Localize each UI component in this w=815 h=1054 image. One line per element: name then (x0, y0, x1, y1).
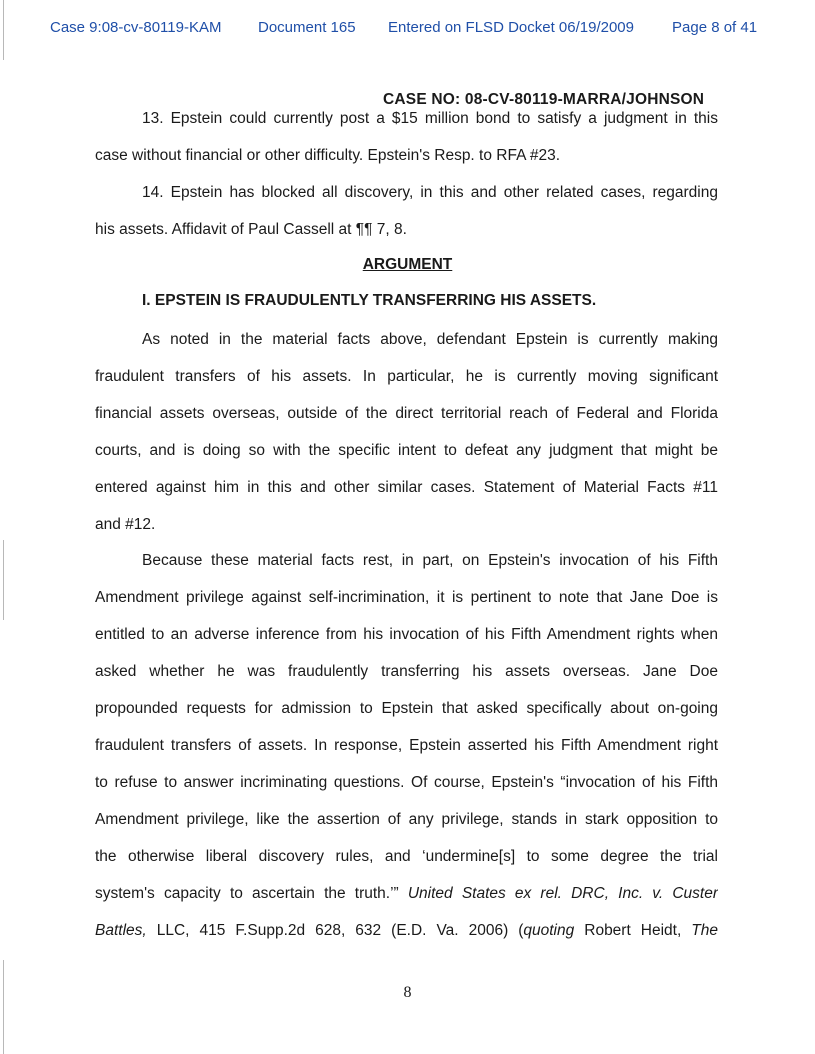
case-citation: United States ex rel. DRC, Inc. v. Custer (407, 885, 718, 902)
paragraph-adverse-inference (95, 542, 718, 949)
paragraph-line: fraudulent transfers of assets. In response, Epstein asserted his Fifth Amendment right (95, 737, 718, 754)
paragraph-line: case without financial or other difficulty. Epstein's Resp. to RFA #23. (95, 147, 561, 164)
header-document-number: Document 165 (258, 19, 356, 36)
paragraph-line (95, 912, 718, 949)
paragraph-line: entered against him in this and other similar cases. Statement of Material Facts #11 (95, 479, 718, 496)
paragraph-line: fraudulent transfers of his assets. In particular, he is currently moving significant (95, 368, 718, 385)
header-entered-date: Entered on FLSD Docket 06/19/2009 (388, 19, 634, 36)
case-citation: Battles, (95, 922, 147, 939)
header-page-count: Page 8 of 41 (672, 19, 758, 36)
paragraph-line: his assets. Affidavit of Paul Cassell at ¶¶ 7, 8. (95, 221, 407, 238)
argument-heading: ARGUMENT (362, 256, 453, 273)
paragraph-line: asked whether he was fraudulently transferring his assets overseas. Jane Doe (95, 663, 718, 680)
line-text: system's capacity to ascertain the truth.’” (95, 885, 399, 902)
article-title-start: The (691, 922, 718, 939)
paragraph-line: As noted in the material facts above, defendant Epstein is currently making (142, 331, 718, 348)
paragraph-14 (95, 174, 718, 248)
paragraph-line: Because these material facts rest, in part, on Epstein's invocation of his Fifth (142, 552, 718, 569)
paragraph-line: 13. Epstein could currently post a $15 million bond to satisfy a judgment in this (142, 110, 718, 127)
docket-header (0, 19, 815, 39)
paragraph-line: Amendment privilege, like the assertion of any privilege, stands in stark opposition to (95, 811, 718, 828)
quoting-signal: quoting (523, 922, 575, 939)
paragraph-line: Amendment privilege against self-incrimination, it is pertinent to note that Jane Doe is (95, 589, 718, 606)
scan-edge-line (3, 960, 4, 1054)
header-case-number: Case 9:08-cv-80119-KAM (50, 19, 222, 36)
paragraph-line: to refuse to answer incriminating questions. Of course, Epstein's “invocation of his Fifth (95, 774, 718, 791)
paragraph-13 (95, 100, 718, 174)
paragraph-line (95, 875, 718, 912)
paragraph-line: courts, and is doing so with the specific intent to defeat any judgment that might be (95, 442, 718, 459)
paragraph-line: 14. Epstein has blocked all discovery, in this and other related cases, regarding (142, 184, 718, 201)
paragraph-fraudulent-transfers (95, 321, 718, 543)
page-number: 8 (403, 984, 412, 1001)
scan-edge-line (3, 540, 4, 620)
paragraph-line: propounded requests for admission to Epstein that asked specifically about on-going (95, 700, 718, 717)
line-text: Robert Heidt, (574, 922, 692, 939)
paragraph-line: financial assets overseas, outside of the direct territorial reach of Federal and Florida (95, 405, 718, 422)
paragraph-line: and #12. (95, 516, 156, 533)
case-number-title: CASE NO: 08-CV-80119-MARRA/JOHNSON (383, 91, 705, 108)
line-text: LLC, 415 F.Supp.2d 628, 632 (E.D. Va. 2006) ( (146, 922, 524, 939)
paragraph-line: the otherwise liberal discovery rules, and ‘undermine[s] to some degree the trial (95, 848, 718, 865)
paragraph-line: entitled to an adverse inference from his invocation of his Fifth Amendment rights when (95, 626, 718, 643)
section-heading: I. EPSTEIN IS FRAUDULENTLY TRANSFERRING HIS ASSETS. (142, 292, 597, 309)
